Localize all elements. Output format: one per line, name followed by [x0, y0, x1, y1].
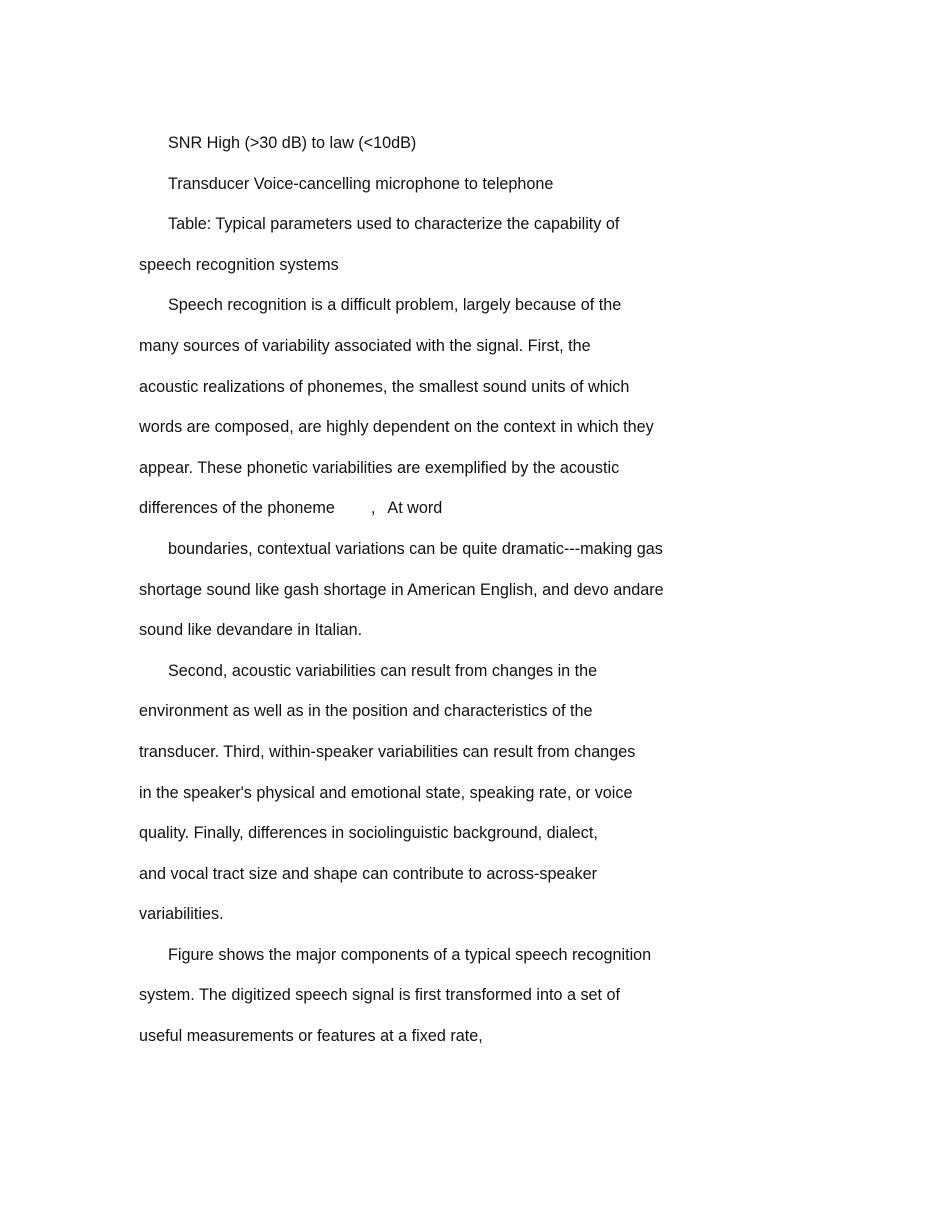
paragraph-3-line-2: environment as well as in the position and characteristics of the [139, 702, 593, 721]
paragraph-3-line-3: transducer. Third, within-speaker variabilities can result from changes [139, 742, 636, 761]
paragraph-1-line-2: many sources of variability associated with the signal. First, the [139, 336, 591, 355]
paragraph-4-line-1: Figure shows the major components of a typical speech recognition [168, 945, 652, 964]
paragraph-3-line-1: Second, acoustic variabilities can result from changes in the [168, 661, 598, 680]
paragraph-3-line-5: quality. Finally, differences in sociolinguistic background, dialect, [139, 824, 598, 843]
paragraph-3-line-6: and vocal tract size and shape can contribute to across-speaker [139, 864, 598, 883]
table-caption-line-1: Table: Typical parameters used to characterize the capability of [168, 215, 620, 234]
paragraph-1-line-1: Speech recognition is a difficult problem, largely because of the [168, 296, 622, 315]
paragraph-2-line-1: boundaries, contextual variations can be quite dramatic---making gas [168, 539, 663, 558]
phoneme-comma: , [370, 499, 376, 518]
paragraph-1-line-3: acoustic realizations of phonemes, the smallest sound units of which [139, 377, 630, 396]
paragraph-1-line-6 [139, 493, 739, 534]
document-body [139, 128, 739, 1062]
paragraph-2-line-2: shortage sound like gash shortage in American English, and devo andare [139, 580, 664, 599]
paragraph-4-line-3: useful measurements or features at a fixed rate, [139, 1027, 483, 1046]
table-caption-line-2: speech recognition systems [139, 255, 339, 274]
at-word-text: At word [387, 499, 443, 518]
transducer-line: Transducer Voice-cancelling microphone to telephone [168, 174, 554, 193]
paragraph-2-line-3: sound like devandare in Italian. [139, 621, 363, 640]
paragraph-3-line-7: variabilities. [139, 905, 224, 924]
paragraph-1-line-5: appear. These phonetic variabilities are exemplified by the acoustic [139, 458, 620, 477]
paragraph-3-line-4: in the speaker's physical and emotional state, speaking rate, or voice [139, 783, 633, 802]
paragraph-1-line-4: words are composed, are highly dependent on the context in which they [139, 418, 654, 437]
paragraph-4-line-2: system. The digitized speech signal is first transformed into a set of [139, 986, 621, 1005]
snr-line: SNR High (>30 dB) to law (<10dB) [168, 134, 417, 152]
phoneme-text: differences of the phoneme [139, 499, 335, 518]
